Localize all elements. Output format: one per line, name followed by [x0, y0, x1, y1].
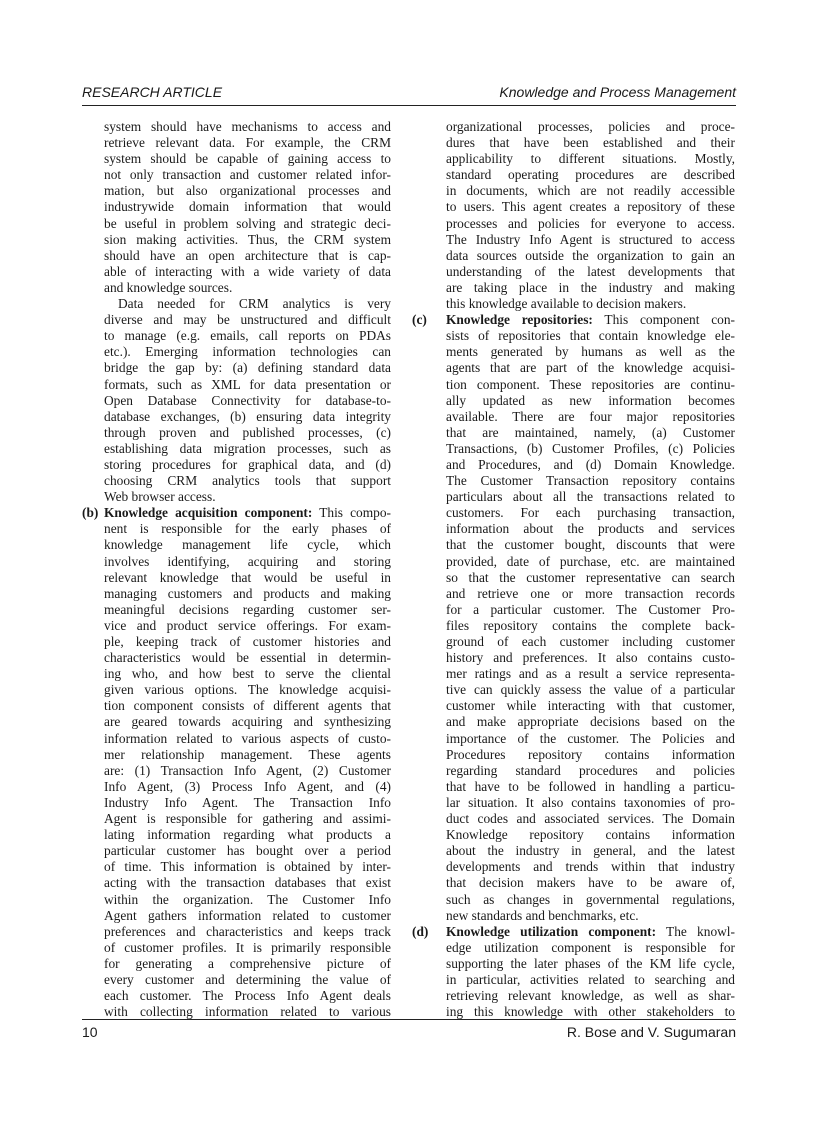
text-line: edge utilization component is responsible for [446, 939, 735, 955]
text-line: organizational processes, policies and proce- [446, 119, 735, 134]
list-item-heading: Knowledge acquisition component: [104, 505, 313, 521]
text-line: ing who, and how best to serve the cliental [104, 666, 391, 682]
text-line: mer ratings and as a result a service representa- [446, 666, 735, 682]
text-line: files repository contains the complete back- [446, 617, 735, 633]
text-line: not only transaction and customer related infor- [104, 167, 391, 183]
text-line: system should be capable of gaining access to [104, 151, 391, 167]
text-line: lar situation. It also contains taxonomies of pro- [446, 794, 735, 810]
text-line: within the organization. The Customer Info [104, 891, 391, 907]
text-line [446, 312, 735, 328]
text-line: Knowledge repository contains information [446, 827, 735, 843]
text-line: Info Agent, (3) Process Info Agent, and (4) [104, 778, 391, 794]
list-item [412, 312, 735, 924]
text-line: in particular, activities related to searching and [446, 971, 735, 987]
text-line: processes and policies for everyone to access. [446, 215, 735, 231]
text-line: ally updated as new information becomes [446, 392, 735, 408]
text-run: This compo- [312, 505, 391, 521]
text-line: understanding of the latest developments that [446, 263, 735, 279]
text-line: meaningful decisions regarding customer ser- [104, 601, 391, 617]
text-line: to manage (e.g. emails, call reports on PDAs [104, 328, 391, 344]
text-line: available. There are four major repositories [446, 408, 735, 424]
text-line: are taking place in the industry and making [446, 279, 735, 295]
text-line: preferences and characteristics and keeps track [104, 923, 391, 939]
list-item [412, 923, 735, 1021]
text-line: particular customer has bought over a period [104, 843, 391, 859]
text-line: to users. This agent creates a repository of these [446, 199, 735, 215]
text-line: acting with the transaction databases that exist [104, 875, 391, 891]
text-line: system should have mechanisms to access and [104, 119, 391, 134]
text-line: should have an open architecture that is cap- [104, 247, 391, 263]
text-line: duct codes and associated services. The Domain [446, 811, 735, 827]
text-line: for a particular customer. The Customer Pro- [446, 601, 735, 617]
text-line: so that the customer representative can search [446, 569, 735, 585]
text-line: through proven and published processes, (c) [104, 424, 391, 440]
text-line: tive can quickly assess the value of a particular [446, 682, 735, 698]
text-line: sists of repositories that contain knowledge ele- [446, 328, 735, 344]
text-line: mer relationship management. These agents [104, 746, 391, 762]
list-item-heading: Knowledge utilization component: [446, 923, 657, 939]
list-item-heading: Knowledge repositories: [446, 312, 593, 328]
text-line: and knowledge sources. [104, 279, 233, 295]
text-line: are geared towards acquiring and synthesizing [104, 714, 391, 730]
text-line: agents that are part of the knowledge acquisi- [446, 360, 735, 376]
text-line: are: (1) Transaction Info Agent, (2) Customer [104, 762, 391, 778]
list-item-label: (b) [82, 505, 99, 521]
text-run: This component con- [592, 312, 735, 328]
text-line: nent is responsible for the early phases of [104, 521, 391, 537]
text-line: new standards and benchmarks, etc. [446, 907, 639, 923]
text-line: information related to various aspects of custo- [104, 730, 391, 746]
text-line: given various options. The knowledge acquisi- [104, 682, 391, 698]
list-item-label: (d) [412, 923, 429, 939]
text-line: standard operating procedures are described [446, 167, 735, 183]
text-line: involves identifying, acquiring and storing [104, 553, 391, 569]
text-line: retrieving relevant knowledge, as well as shar- [446, 988, 735, 1004]
text-line: relevant knowledge that would be useful in [104, 569, 391, 585]
running-header-left: RESEARCH ARTICLE [82, 84, 223, 100]
text-line: such as changes in governmental regulations, [446, 891, 735, 907]
text-line: and make appropriate decisions based on the [446, 714, 735, 730]
text-line: that decision makers have to be aware of, [446, 875, 735, 891]
text-line: retrieve relevant data. For example, the CRM [104, 135, 391, 151]
text-line: data sources outside the organization to gain an [446, 247, 735, 263]
paragraph [104, 119, 391, 296]
text-line: particulars about all the transactions related to [446, 489, 735, 505]
text-line: about the industry in general, and the latest [446, 843, 735, 859]
text-line: storing procedures for graphical data, and (d) [104, 456, 391, 472]
list-item-label: (c) [412, 312, 427, 328]
text-line: mation, but also organizational processes and [104, 183, 391, 199]
paragraph [446, 119, 735, 312]
text-line: of customer profiles. It is primarily responsible [104, 939, 391, 955]
text-line: diverse and may be unstructured and difficult [104, 312, 391, 328]
text-line: supporting the later phases of the KM life cycle, [446, 955, 735, 971]
text-line: Industry Info Agent. The Transaction Info [104, 794, 391, 810]
text-line: ing this knowledge with other stakeholders to [446, 1004, 735, 1020]
text-run: The knowl- [656, 923, 735, 939]
text-line: and Procedures, and (d) Domain Knowledge. [446, 456, 735, 472]
text-line: of time. This information is obtained by inter- [104, 859, 391, 875]
text-line: Open Database Connectivity for database-to- [104, 392, 391, 408]
text-line: provided, date of purchase, etc. are maintained [446, 553, 735, 569]
text-line: that are maintained, namely, (a) Customer [446, 424, 735, 440]
right-column [412, 119, 735, 1020]
text-line: choosing CRM analytics tools that support [104, 473, 391, 489]
text-line: developments and trends within that industry [446, 859, 735, 875]
text-line [446, 924, 735, 940]
page-number: 10 [82, 1024, 98, 1040]
footer-authors: R. Bose and V. Sugumaran [566, 1024, 736, 1040]
text-line: ments generated by humans as well as the [446, 344, 735, 360]
text-line: Agent gathers information related to customer [104, 907, 391, 923]
text-line: customers. For each purchasing transaction, [446, 505, 735, 521]
text-line: characteristics would be essential in determin- [104, 650, 391, 666]
header-rule [82, 105, 736, 106]
running-header-right: Knowledge and Process Management [499, 84, 736, 100]
text-line: sion making activities. Thus, the CRM system [104, 231, 391, 247]
text-line: in documents, which are not readily accessible [446, 183, 735, 199]
text-line: establishing data migration processes, such as [104, 440, 391, 456]
text-line: each customer. The Process Info Agent deals [104, 988, 391, 1004]
text-line: history and preferences. It also contains custo- [446, 650, 735, 666]
text-line: managing customers and products and making [104, 585, 391, 601]
text-line: this knowledge available to decision makers. [446, 296, 687, 312]
text-line: tion component. These repositories are continu- [446, 376, 735, 392]
text-line: dures that have been established and their [446, 135, 735, 151]
text-line: information about the products and services [446, 521, 735, 537]
text-line: that the customer bought, discounts that were [446, 537, 735, 553]
text-line: bridge the gap by: (a) defining standard data [104, 360, 391, 376]
text-line [104, 505, 391, 521]
text-line: with collecting information related to various [104, 1004, 391, 1020]
text-line: applicability to different situations. Mostly, [446, 151, 735, 167]
text-line: knowledge management life cycle, which [104, 537, 391, 553]
text-line: database exchanges, (b) ensuring data integrity [104, 408, 391, 424]
left-column [82, 119, 391, 1020]
footer-rule [82, 1019, 736, 1020]
text-line: every customer and determining the value of [104, 971, 391, 987]
text-line: regarding standard procedures and policies [446, 762, 735, 778]
text-line: Web browser access. [104, 489, 216, 505]
text-line: tion component consists of different agents that [104, 698, 391, 714]
text-line: customer while interacting with that customer, [446, 698, 735, 714]
text-line: able of interacting with a wide variety of data [104, 263, 391, 279]
paragraph [104, 296, 391, 505]
text-line: The Industry Info Agent is structured to access [446, 231, 735, 247]
text-line: vice and product service offerings. For exam- [104, 617, 391, 633]
text-line: Procedures repository contains information [446, 746, 735, 762]
text-line: etc.). Emerging information technologies can [104, 344, 391, 360]
text-line: importance of the customer. The Policies and [446, 730, 735, 746]
text-line: industrywide domain information that would [104, 199, 391, 215]
text-line: Data needed for CRM analytics is very [118, 296, 391, 312]
list-item [82, 505, 391, 1020]
text-line: lating information regarding what products a [104, 827, 391, 843]
text-line: The Customer Transaction repository contains [446, 473, 735, 489]
text-line: Transactions, (b) Customer Profiles, (c) Policies [446, 440, 735, 456]
text-line: Agent is responsible for gathering and assimi- [104, 811, 391, 827]
text-line: be useful in problem solving and strategic deci- [104, 215, 391, 231]
text-line: for generating a comprehensive picture of [104, 955, 391, 971]
text-line: and retrieve one or more transaction records [446, 585, 735, 601]
text-line: ground of each customer including customer [446, 634, 735, 649]
text-line: that have to be followed in handling a particu- [446, 778, 735, 794]
text-line: ple, keeping track of customer histories and [104, 634, 391, 649]
text-line: formats, such as XML for data presentation or [104, 376, 391, 392]
